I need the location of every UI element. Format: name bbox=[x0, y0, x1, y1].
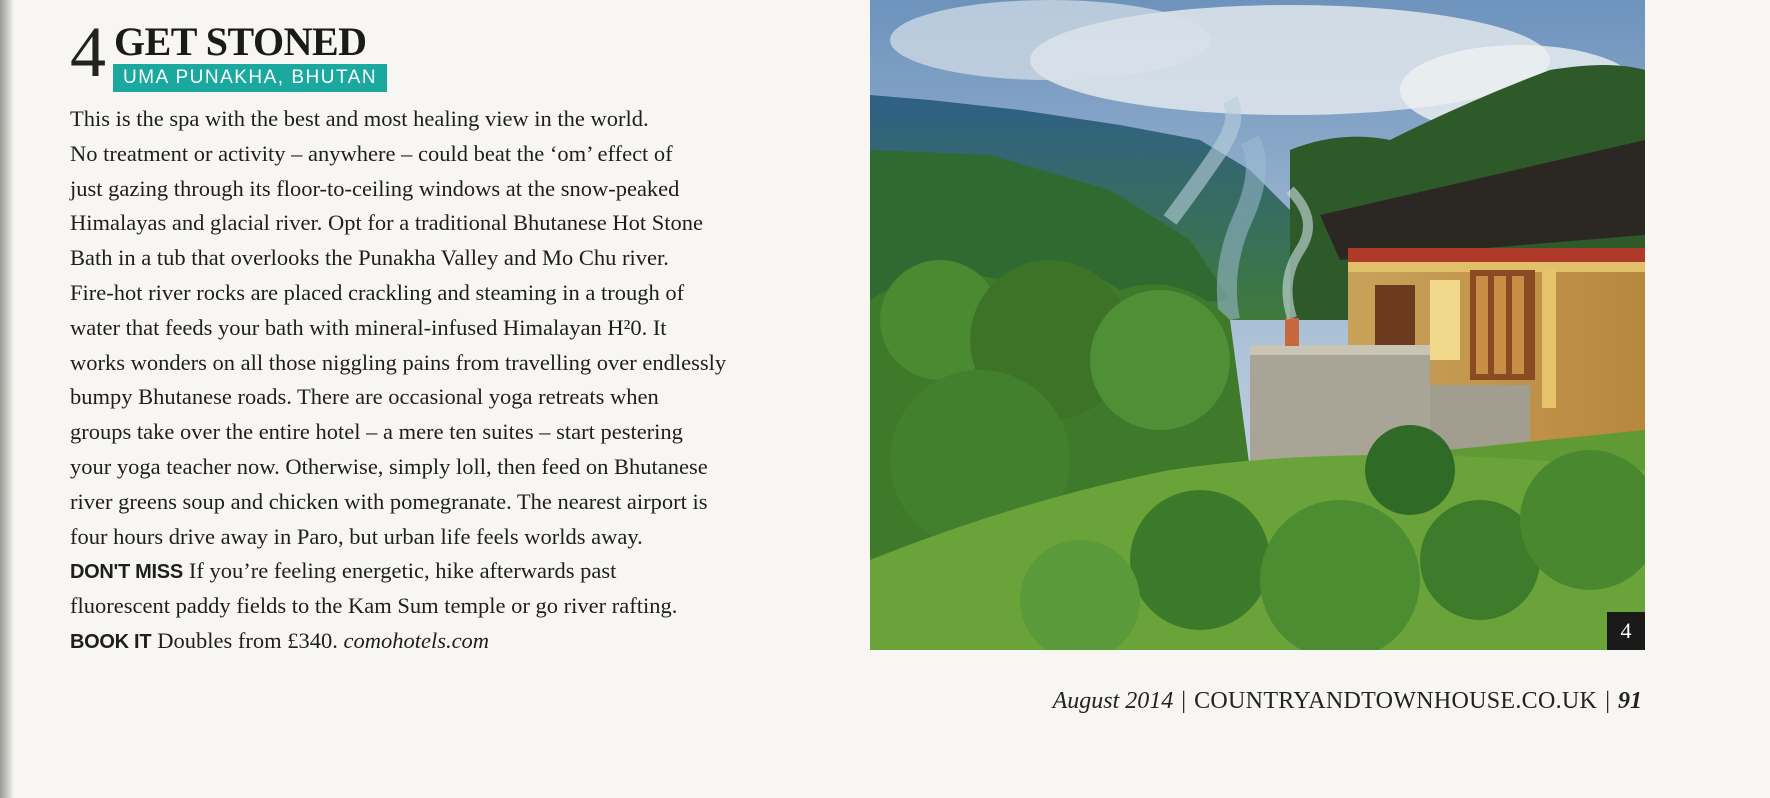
dont-miss-label: DON'T MISS bbox=[70, 561, 183, 584]
body-line: four hours drive away in Paro, but urban life feels worlds away. bbox=[70, 523, 643, 549]
body-line: water that feeds your bath with mineral-infused Himalayan H²0. It bbox=[70, 314, 667, 340]
footer-separator: | bbox=[1181, 688, 1187, 714]
article-body bbox=[70, 102, 860, 659]
dont-miss-text: If you’re feeling energetic, hike afterwards past bbox=[188, 558, 617, 584]
body-line: This is the spa with the best and most healing view in the world. bbox=[70, 106, 649, 131]
footer-separator: | bbox=[1605, 688, 1610, 714]
website-url[interactable]: COUNTRYANDTOWNHOUSE.CO.UK bbox=[1194, 688, 1598, 714]
body-line: your yoga teacher now. Otherwise, simply loll, then feed on Bhutanese bbox=[70, 453, 708, 479]
page-footer bbox=[1053, 688, 1642, 715]
dont-miss-line-2: fluorescent paddy fields to the Kam Sum temple or go river rafting. bbox=[70, 593, 678, 619]
body-line: Himalayas and glacial river. Opt for a traditional Bhutanese Hot Stone bbox=[70, 210, 703, 236]
article-number: 4 bbox=[70, 12, 106, 92]
book-it-label: BOOK IT bbox=[70, 630, 152, 653]
issue-date: August 2014 bbox=[1052, 688, 1174, 714]
body-line: No treatment or activity – anywhere – could beat the ‘om’ effect of bbox=[70, 140, 673, 166]
page-spine-shadow bbox=[0, 0, 14, 798]
body-line: bumpy Bhutanese roads. There are occasional yoga retreats when bbox=[70, 384, 659, 410]
body-line: just gazing through its floor-to-ceiling windows at the snow-peaked bbox=[70, 175, 680, 201]
article-title: GET STONED bbox=[114, 19, 367, 64]
photo-number-badge: 4 bbox=[1607, 612, 1645, 650]
body-line: river greens soup and chicken with pomegranate. The nearest airport is bbox=[70, 488, 708, 514]
page-number: 91 bbox=[1618, 688, 1642, 714]
body-line: groups take over the entire hotel – a mere ten suites – start pestering bbox=[70, 419, 683, 445]
book-it-text: Doubles from £340. bbox=[157, 627, 338, 653]
book-it-line bbox=[70, 624, 860, 659]
body-line: works wonders on all those niggling pains from travelling over endlessly bbox=[70, 349, 727, 375]
resort-photo bbox=[870, 0, 1645, 650]
body-line: Fire-hot river rocks are placed crackling and steaming in a trough of bbox=[70, 279, 685, 305]
book-it-url[interactable]: comohotels.com bbox=[343, 627, 490, 653]
body-line: Bath in a tub that overlooks the Punakha Valley and Mo Chu river. bbox=[70, 245, 669, 271]
dont-miss-line bbox=[70, 554, 860, 589]
landscape-illustration bbox=[870, 0, 1645, 650]
location-badge: UMA PUNAKHA, BHUTAN bbox=[113, 64, 387, 92]
